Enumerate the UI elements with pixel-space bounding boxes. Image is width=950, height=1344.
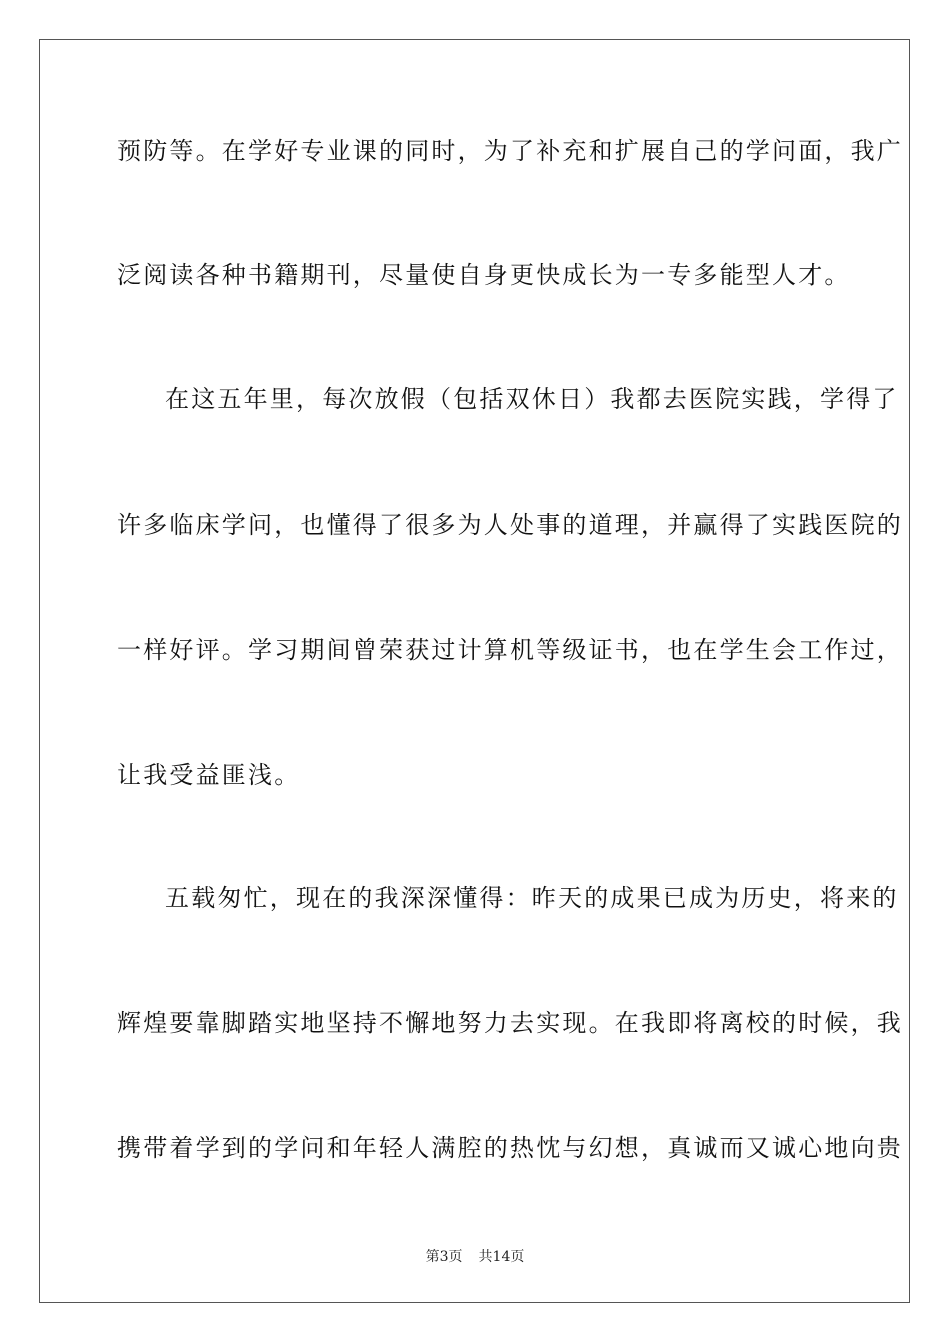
page-footer <box>0 1248 950 1266</box>
body-line: 一样好评。学习期间曾荣获过计算机等级证书，也在学生会工作过， <box>117 636 903 664</box>
page-border <box>39 39 910 1303</box>
paragraph-start-line: 在这五年里，每次放假（包括双休日）我都去医院实践，学得了 <box>165 385 899 413</box>
body-line: 携带着学到的学问和年轻人满腔的热忱与幻想，真诚而又诚心地向贵 <box>117 1134 903 1162</box>
page-total: 共14页 <box>478 1249 525 1265</box>
paragraph-start-line: 五载匆忙，现在的我深深懂得：昨天的成果已成为历史，将来的 <box>165 884 899 912</box>
page-number: 第3页 <box>425 1249 463 1265</box>
body-line: 泛阅读各种书籍期刊，尽量使自身更快成长为一专多能型人才。 <box>117 261 851 289</box>
body-line: 预防等。在学好专业课的同时，为了补充和扩展自己的学问面，我广 <box>117 137 903 165</box>
body-line: 辉煌要靠脚踏实地坚持不懈地努力去实现。在我即将离校的时候，我 <box>117 1009 903 1037</box>
body-line: 让我受益匪浅。 <box>117 761 301 789</box>
body-line: 许多临床学问，也懂得了很多为人处事的道理，并赢得了实践医院的 <box>117 511 903 539</box>
